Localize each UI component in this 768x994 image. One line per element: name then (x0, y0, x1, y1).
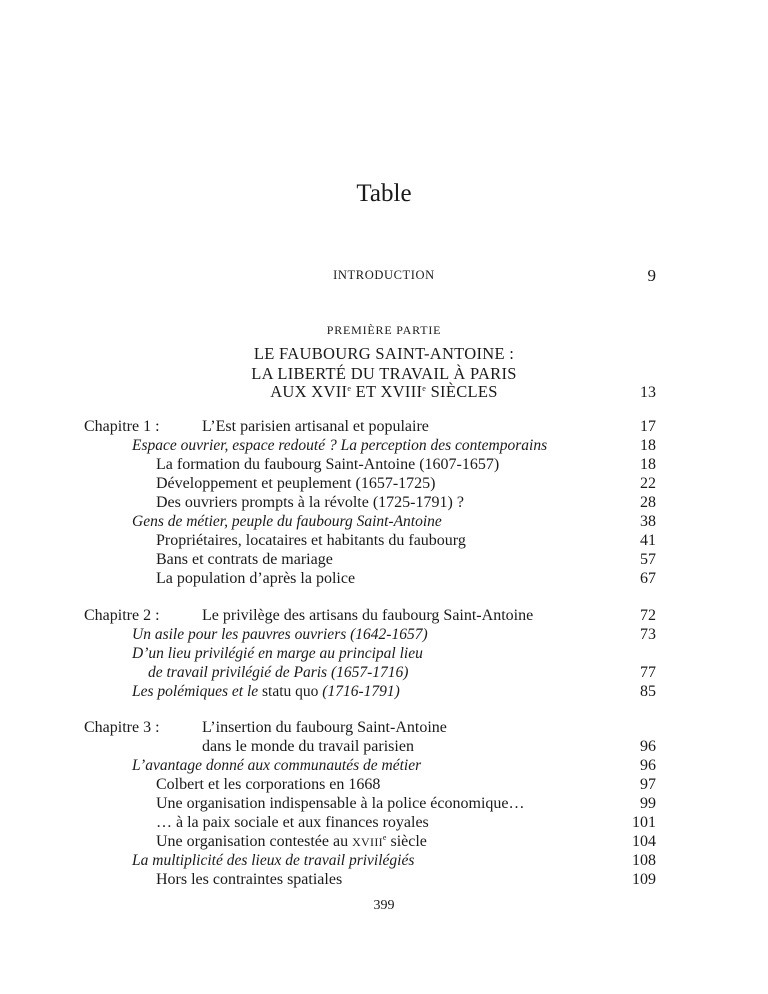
toc-page-number: 108 (632, 852, 656, 869)
toc-subsection: Une organisation indispensable à la police économique… (156, 795, 525, 812)
chapter-3-title-line-2: dans le monde du travail parisien (202, 738, 414, 755)
superscript: e (347, 384, 352, 393)
toc-page-number: 104 (632, 833, 656, 850)
section-text-roman: statu quo (262, 683, 319, 700)
section-text: Les polémiques et le (132, 683, 263, 700)
toc-page-number: 96 (640, 757, 656, 774)
toc-page-number: 99 (640, 795, 656, 812)
introduction-page-number: 9 (647, 266, 656, 285)
toc-page-number: 38 (640, 513, 656, 530)
toc-page-number: 18 (640, 437, 656, 454)
century-small-caps: XVIII (352, 835, 383, 849)
toc-page-number: 18 (640, 456, 656, 473)
toc-section: Un asile pour les pauvres ouvriers (1642-1657) (132, 626, 428, 643)
toc-section (132, 683, 400, 701)
toc-subsection: La population d’après la police (156, 570, 356, 587)
chapter-3-title-line-1: L’insertion du faubourg Saint-Antoine (202, 719, 447, 736)
toc-page-number: 28 (640, 494, 656, 511)
part-page-number: 13 (640, 384, 656, 401)
superscript: e (382, 833, 387, 842)
toc-page-number: 109 (632, 871, 656, 888)
toc-page-number: 67 (640, 570, 656, 587)
toc-subsection: Hors les contraintes spatiales (156, 871, 343, 888)
folio-page-number: 399 (373, 898, 395, 913)
toc-section: La multiplicité des lieux de travail privilégiés (132, 852, 415, 869)
toc-section: Gens de métier, peuple du faubourg Saint-Antoine (132, 513, 442, 530)
chapter-1-title: L’Est parisien artisanal et populaire (202, 418, 429, 435)
part-title-text: ET XVIII (351, 382, 423, 401)
part-title-text: SIÈCLES (426, 382, 498, 401)
chapter-2-title: Le privilège des artisans du faubourg Saint-Antoine (202, 607, 534, 624)
toc-page-number: 85 (640, 683, 656, 700)
subsection-text: Une organisation contestée au (156, 833, 353, 850)
toc-section: L’avantage donné aux communautés de métier (132, 757, 422, 774)
page-title: Table (356, 180, 412, 207)
part-title-line-1: LE FAUBOURG SAINT-ANTOINE : (253, 344, 515, 363)
toc-subsection: Développement et peuplement (1657-1725) (156, 475, 436, 492)
toc-page-number: 22 (640, 475, 656, 492)
toc-subsection: Colbert et les corporations en 1668 (156, 776, 381, 793)
chapter-1-page: 17 (640, 418, 656, 435)
superscript: e (422, 384, 427, 393)
toc-section-continued: de travail privilégié de Paris (1657-1716) (148, 664, 409, 681)
toc-subsection (156, 833, 427, 851)
chapter-3-page: 96 (640, 738, 656, 755)
toc-page-number: 101 (632, 814, 656, 831)
toc-page-number: 97 (640, 776, 656, 793)
toc-page-number: 73 (640, 626, 656, 643)
toc-subsection: Des ouvriers prompts à la révolte (1725-1791) ? (156, 494, 464, 511)
part-label: PREMIÈRE PARTIE (326, 323, 442, 337)
toc-section: D’un lieu privilégié en marge au principal lieu (132, 645, 423, 662)
toc-subsection: … à la paix sociale et aux finances royales (156, 814, 429, 831)
toc-section: Espace ouvrier, espace redouté ? La perception des contemporains (132, 437, 548, 454)
part-title-text: AUX XVII (270, 382, 348, 401)
part-title-line-2: LA LIBERTÉ DU TRAVAIL À PARIS (251, 364, 517, 383)
toc-subsection: Propriétaires, locataires et habitants du faubourg (156, 532, 466, 549)
chapter-2-label: Chapitre 2 : (84, 607, 160, 624)
toc-page-number: 57 (640, 551, 656, 568)
toc-subsection: Bans et contrats de mariage (156, 551, 333, 568)
subsection-text: siècle (386, 833, 427, 850)
toc-page-number: 77 (640, 664, 656, 681)
toc-page-number: 41 (640, 532, 656, 549)
chapter-3-label: Chapitre 3 : (84, 719, 160, 736)
toc-subsection: La formation du faubourg Saint-Antoine (1607-1657) (156, 456, 500, 473)
introduction-entry: INTRODUCTION (333, 268, 435, 282)
section-text: (1716-1791) (318, 683, 400, 700)
chapter-1-label: Chapitre 1 : (84, 418, 160, 435)
chapter-2-page: 72 (640, 607, 656, 624)
